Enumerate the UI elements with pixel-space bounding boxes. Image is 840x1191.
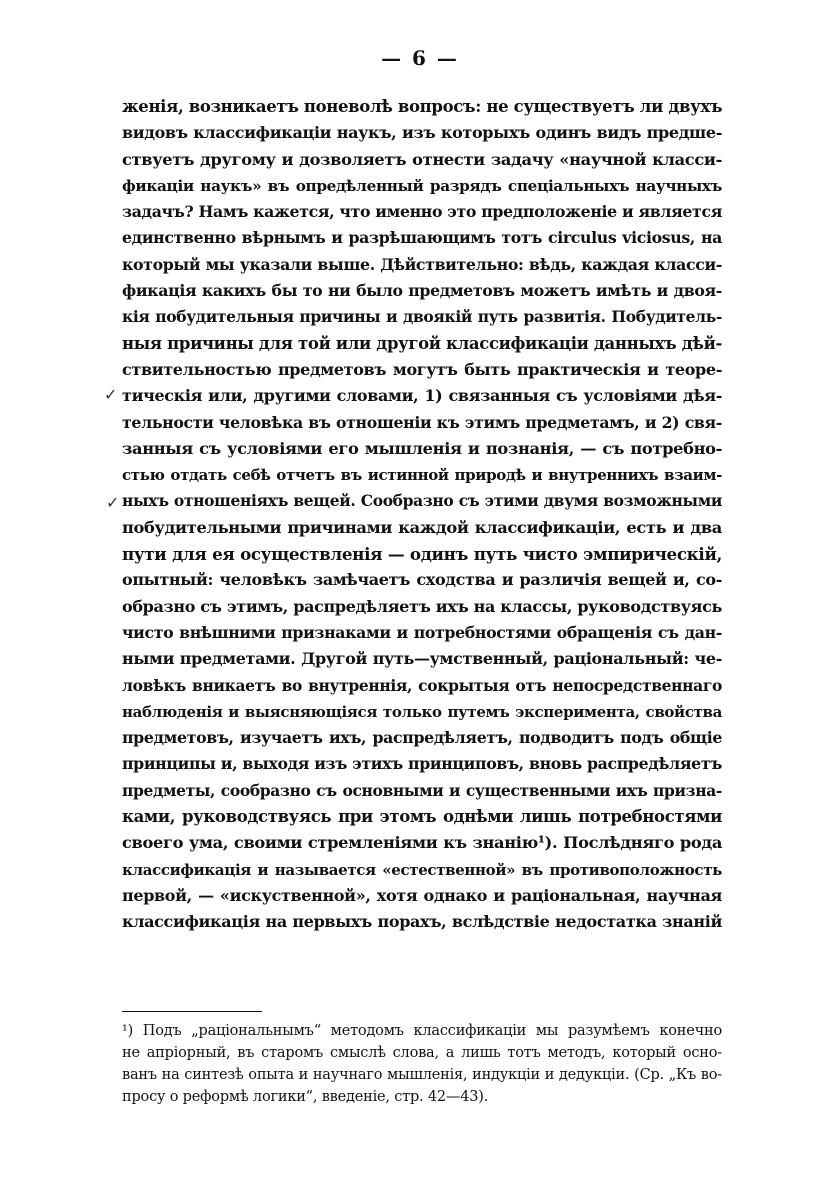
- text-line: задачъ? Намъ кажется, что именно это предположеніе и является: [122, 202, 722, 222]
- text-line: предметовъ, изучаетъ ихъ, распредѣляетъ, подводитъ подъ общіе: [122, 728, 722, 748]
- text-line: тическія или, другими словами, 1) связанныя съ условіями дѣя-: [122, 386, 722, 406]
- text-line: образно съ этимъ, распредѣляетъ ихъ на классы, руководствуясь: [122, 596, 722, 616]
- text-line: опытный: человѣкъ замѣчаетъ сходства и различія вещей и, со-: [122, 570, 722, 590]
- text-line: ками, руководствуясь при этомъ однѣми лишь потребностями: [122, 807, 722, 827]
- text-line: женія, возникаетъ поневолѣ вопросъ: не существуетъ ли двухъ: [122, 97, 723, 116]
- text-line: предметы, сообразно съ основными и существенными ихъ призна-: [122, 780, 722, 800]
- text-line: ными предметами. Другой путь—умственный, раціональный: че-: [122, 649, 722, 669]
- text-line: тельности человѣка въ отношеніи къ этимъ предметамъ, и 2) свя-: [122, 412, 722, 432]
- margin-check-mark: ✓: [104, 385, 118, 404]
- text-line: пути для ея осуществленія — одинъ путь чисто эмпирическій,: [122, 544, 722, 565]
- text-line: чисто внѣшними признаками и потребностями обращенія съ дан-: [122, 622, 722, 642]
- text-line: своего ума, своими стремленіями къ знанію¹). Послѣдняго рода: [122, 833, 722, 853]
- main-text: [122, 94, 722, 936]
- footnote-line: ¹) Подъ „раціональнымъ“ методомъ классификаціи мы разумѣемъ конечно: [122, 1023, 722, 1039]
- text-line: фикаціи наукъ» въ опредѣленный разрядъ спеціальныхъ научныхъ: [122, 176, 722, 195]
- text-line: первой, — «искуственной», хотя однако и раціональная, научная: [122, 885, 722, 905]
- page-number: — 6 —: [381, 46, 459, 70]
- text-line: кія побудительныя причины и двоякій путь развитія. Побудитель-: [122, 307, 722, 327]
- text-line: единственно вѣрнымъ и разрѣшающимъ тотъ circulus viciosus, на: [122, 228, 722, 248]
- margin-check-mark: ✓: [106, 493, 120, 512]
- text-line: побудительными причинами каждой классификаціи, есть и два: [122, 517, 722, 537]
- text-line: видовъ классификаціи наукъ, изъ которыхъ одинъ видъ предше-: [122, 123, 722, 143]
- text-line: фикація какихъ бы то ни было предметовъ можетъ имѣть и двоя-: [122, 281, 722, 301]
- text-line: классификація и называется «естественной» въ противоположность: [122, 860, 722, 879]
- text-line: ствуетъ другому и дозволяетъ отнести задачу «научной класси-: [122, 149, 722, 169]
- text-line: занныя съ условіями его мышленія и познанія, — съ потребно-: [122, 438, 722, 458]
- footnote-line: не апріорный, въ старомъ смыслѣ слова, а лишь тотъ методъ, который осно-: [122, 1045, 722, 1061]
- footnote-divider: [122, 1011, 262, 1012]
- text-line: который мы указали выше. Дѣйствительно: вѣдь, каждая класси-: [122, 254, 722, 274]
- text-line: стью отдать себѣ отчетъ въ истинной природѣ и внутреннихъ взаим-: [122, 466, 722, 485]
- text-line: классификація на первыхъ порахъ, вслѣдствіе недостатка знаній: [122, 912, 722, 932]
- footnote-line: ванъ на синтезѣ опыта и научнаго мышленія, индукціи и дедукціи. (Ср. „Къ во-: [122, 1067, 722, 1083]
- text-line: наблюденія и выясняющіяся только путемъ эксперимента, свойства: [122, 702, 722, 721]
- text-line: ныхъ отношеніяхъ вещей. Сообразно съ этими двумя возможными: [122, 491, 722, 511]
- text-line: ловѣкъ вникаетъ во внутреннія, сокрытыя отъ непосредственнаго: [122, 675, 722, 695]
- footnote-line: просу о реформѣ логики“, введеніе, стр. 42—43).: [122, 1089, 489, 1105]
- text-line: ствительностью предметовъ могутъ быть практическія и теоре-: [122, 359, 722, 379]
- footnote: [122, 1020, 722, 1108]
- text-line: ныя причины для той или другой классификаціи данныхъ дѣй-: [122, 333, 723, 353]
- text-line: принципы и, выходя изъ этихъ принциповъ, вновь распредѣляетъ: [122, 754, 722, 774]
